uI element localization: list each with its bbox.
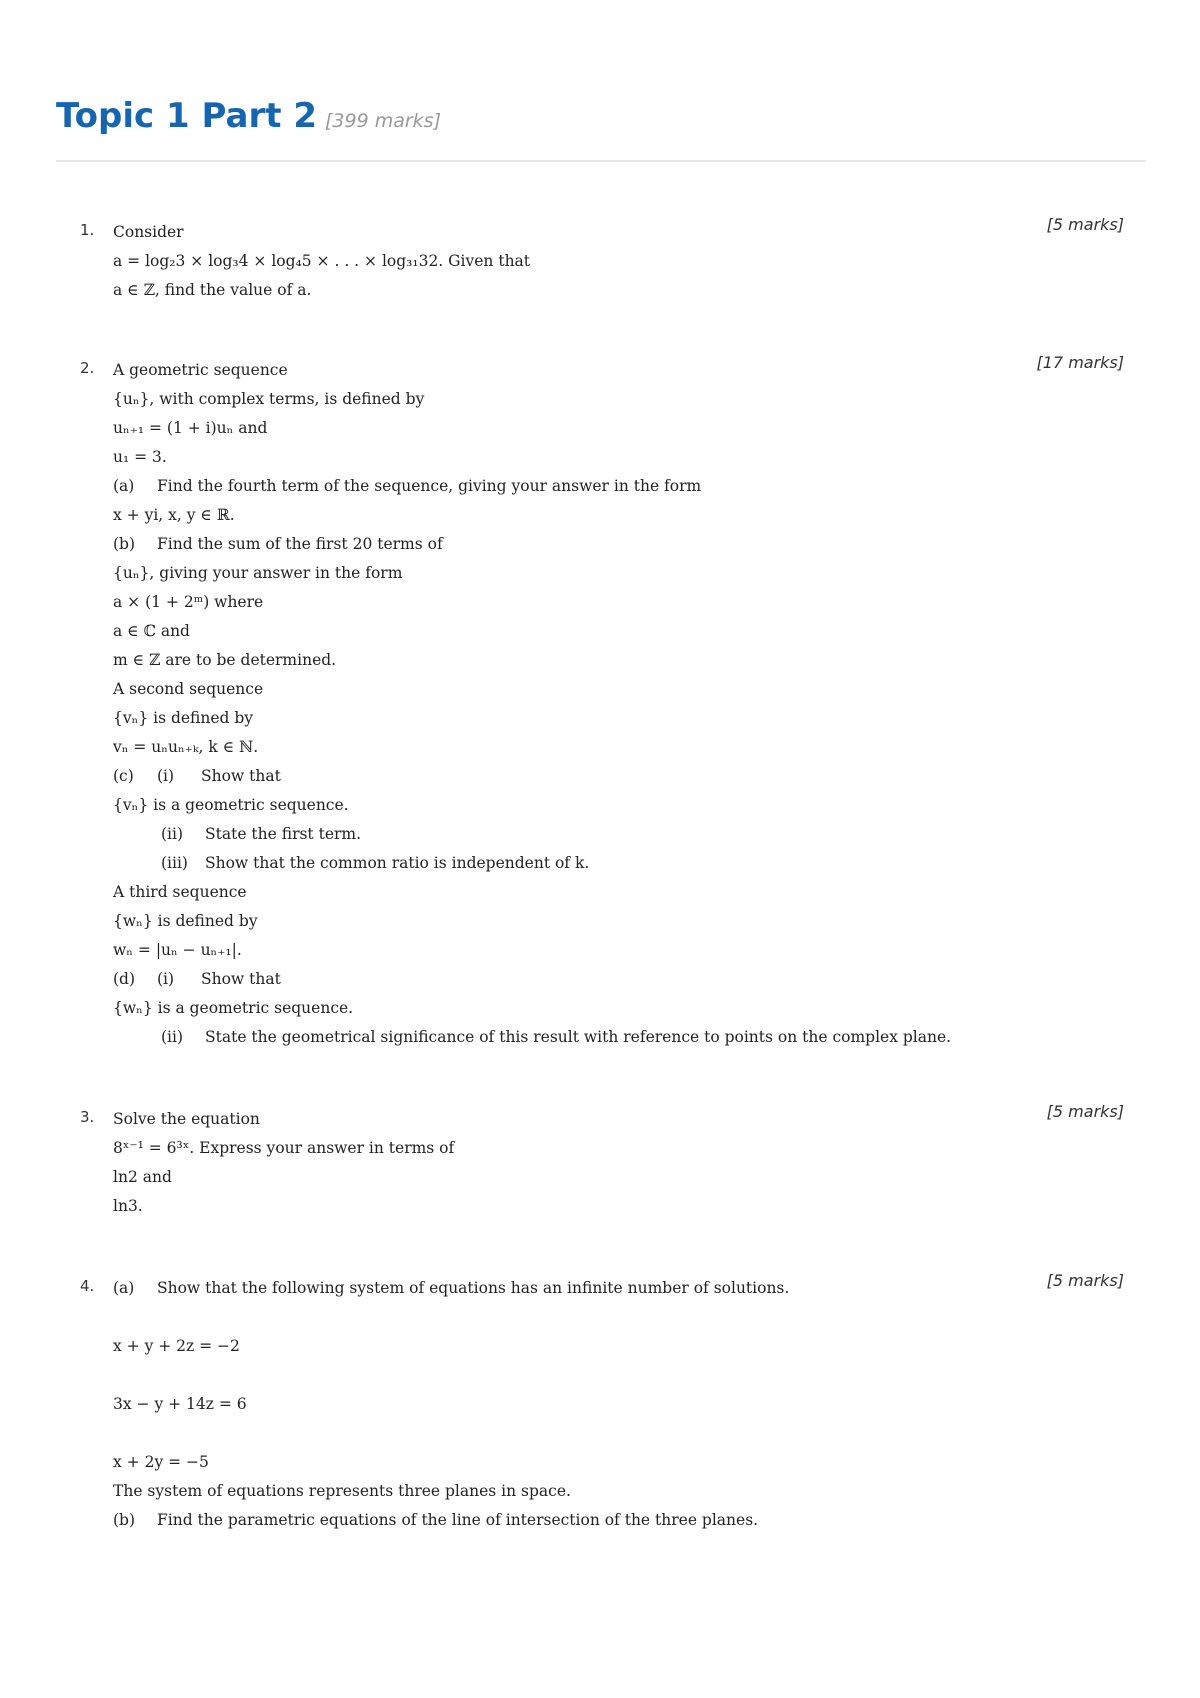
equation: 3x − y + 14z = 6 (113, 1395, 247, 1413)
part-label: (d) (113, 970, 136, 988)
part-a (113, 472, 993, 501)
question-marks: [5 marks] (1046, 215, 1124, 234)
question-number: 4. (80, 1277, 95, 1295)
question-math: {uₙ}, with complex terms, is defined by (113, 390, 425, 408)
part-text: State the geometrical significance of this result with reference to points on the complex plane. (205, 1028, 952, 1046)
question-text: The system of equations represents three planes in space. (113, 1482, 571, 1500)
subpart-label: (ii) (161, 825, 184, 843)
question-math: 8ˣ⁻¹ = 6³ˣ. Express your answer in terms of (113, 1139, 455, 1157)
part-b (113, 530, 993, 559)
question-math: {wₙ} is defined by (113, 912, 258, 930)
question-math: x + yi, x, y ∈ ℝ. (113, 506, 235, 524)
question-body (113, 1105, 993, 1221)
spacer (113, 1303, 993, 1332)
part-text: Show that the common ratio is independent of k. (205, 854, 590, 872)
question-math: vₙ = uₙuₙ₊ₖ, k ∈ ℕ. (113, 738, 259, 756)
question-math: {vₙ} is a geometric sequence. (113, 796, 349, 814)
question-body (113, 356, 993, 1052)
part-b (113, 1506, 993, 1535)
question-math: a ∈ ℂ and (113, 622, 190, 640)
question-math: {wₙ} is a geometric sequence. (113, 999, 354, 1017)
part-c-ii (113, 820, 993, 849)
part-label: (a) (113, 477, 135, 495)
subpart-label: (ii) (161, 1028, 184, 1046)
question-text: Solve the equation (113, 1110, 260, 1128)
question-number: 2. (80, 359, 95, 377)
part-d-ii (113, 1023, 993, 1052)
question-math: a = log₂3 × log₃4 × log₄5 × . . . × log₃₁32. Given that (113, 252, 531, 270)
question-marks: [5 marks] (1046, 1102, 1124, 1121)
part-label: (b) (113, 535, 136, 553)
part-text: Find the sum of the first 20 terms of (157, 535, 443, 553)
question-text: A third sequence (113, 883, 247, 901)
part-d (113, 965, 993, 994)
subpart-label: (iii) (161, 854, 188, 872)
question-math: {uₙ}, giving your answer in the form (113, 564, 403, 582)
equation: x + 2y = −5 (113, 1453, 209, 1471)
question-number: 3. (80, 1108, 95, 1126)
question-math: uₙ₊₁ = (1 + i)uₙ and (113, 419, 268, 437)
part-text: State the first term. (205, 825, 362, 843)
question-number: 1. (80, 221, 95, 239)
part-label: (a) (113, 1279, 135, 1297)
part-a (113, 1274, 993, 1303)
part-text: Find the fourth term of the sequence, giving your answer in the form (157, 477, 702, 495)
question-text: a ∈ ℤ, find the value of a. (113, 281, 312, 299)
equation: x + y + 2z = −2 (113, 1337, 240, 1355)
subpart-label: (i) (157, 970, 175, 988)
question-math: {vₙ} is defined by (113, 709, 254, 727)
part-label: (c) (113, 767, 134, 785)
part-text: Find the parametric equations of the line of intersection of the three planes. (157, 1511, 759, 1529)
question-math: m ∈ ℤ are to be determined. (113, 651, 337, 669)
subpart-label: (i) (157, 767, 175, 785)
part-text: Show that (201, 970, 281, 988)
part-text: Show that (201, 767, 281, 785)
question-marks: [5 marks] (1046, 1271, 1124, 1290)
question-math: wₙ = |uₙ − uₙ₊₁|. (113, 941, 242, 959)
part-c-iii (113, 849, 993, 878)
total-marks: [399 marks] (324, 110, 441, 132)
question-marks: [17 marks] (1036, 353, 1124, 372)
part-label: (b) (113, 1511, 136, 1529)
question-math: ln3. (113, 1197, 143, 1215)
spacer (113, 1419, 993, 1448)
page-header (56, 96, 1146, 162)
question-body (113, 218, 993, 305)
question-text: A geometric sequence (113, 361, 288, 379)
question-math: u₁ = 3. (113, 448, 167, 466)
question-math: ln2 and (113, 1168, 172, 1186)
question-text: Consider (113, 223, 184, 241)
question-body (113, 1274, 993, 1535)
part-text: Show that the following system of equations has an infinite number of solutions. (157, 1279, 790, 1297)
page-title: Topic 1 Part 2 (56, 96, 317, 136)
question-text: A second sequence (113, 680, 264, 698)
spacer (113, 1361, 993, 1390)
part-c (113, 762, 993, 791)
question-math: a × (1 + 2ᵐ) where (113, 593, 264, 611)
